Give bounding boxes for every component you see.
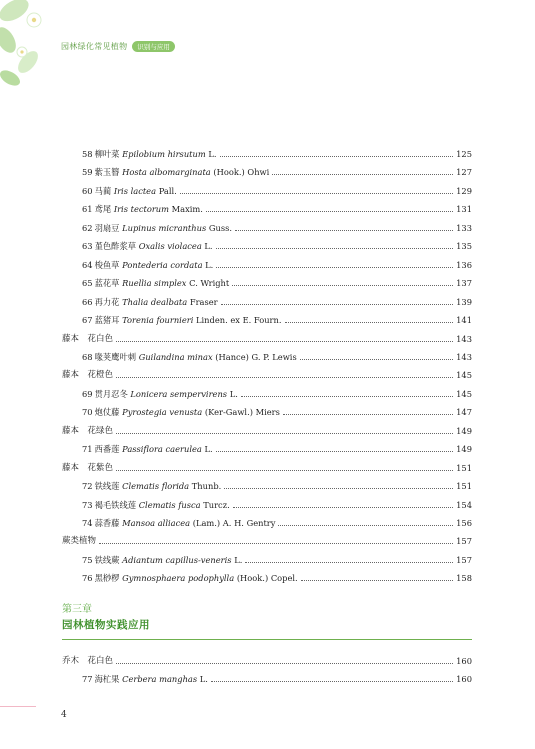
entry-chinese-name: 柳叶菜 <box>94 149 120 159</box>
section-label: 藤本 花绿色 <box>62 425 114 436</box>
chapter-divider <box>62 639 472 640</box>
section-label: 乔木 花白色 <box>62 656 114 666</box>
entry-label <box>82 389 238 400</box>
entry-label <box>82 555 242 566</box>
page-ref: 157 <box>456 554 472 565</box>
entry-label <box>82 278 229 289</box>
entry-author: Turcz. <box>203 499 230 510</box>
entry-label <box>82 573 298 584</box>
leader-dots <box>206 211 453 212</box>
entry-author: L. <box>204 241 213 252</box>
toc-entry <box>82 497 472 511</box>
entry-latin-name: Mansoa alliacea <box>122 518 191 528</box>
toc-entry <box>82 570 472 584</box>
entry-number: 60 <box>82 185 93 196</box>
leader-dots <box>99 543 453 544</box>
entry-label <box>82 518 275 529</box>
entry-chinese-name: 蒜香藤 <box>94 518 120 528</box>
leader-dots <box>278 525 453 526</box>
entry-number: 58 <box>82 149 93 159</box>
page-ref: 131 <box>456 204 472 215</box>
chapter-number: 第三章 <box>62 604 92 615</box>
part-badge: 识别与应用 <box>132 41 175 52</box>
page-ref: 156 <box>456 518 472 528</box>
entry-number: 69 <box>82 388 93 399</box>
toc-entry <box>82 478 472 492</box>
entry-author: Fraser <box>189 296 218 307</box>
entry-number: 67 <box>82 315 93 326</box>
entry-chinese-name: 鸢尾 <box>94 204 112 215</box>
page-ref: 141 <box>456 315 472 326</box>
page-ref: 151 <box>456 462 472 473</box>
entry-latin-name: Adiantum capillus-veneris <box>122 554 232 565</box>
toc-section-heading <box>62 460 472 474</box>
entry-chinese-name: 黑桫椤 <box>94 573 120 584</box>
leader-dots <box>241 396 453 397</box>
entry-author: (Ker-Gawl.) Miers <box>204 407 280 418</box>
leader-dots <box>216 267 453 268</box>
toc-entry <box>82 671 472 685</box>
entry-label <box>82 315 282 326</box>
entry-author: Maxim. <box>171 204 203 215</box>
entry-author: L. <box>205 259 214 270</box>
toc-entry <box>82 294 472 308</box>
entry-number: 62 <box>82 222 93 233</box>
leader-dots <box>116 433 453 434</box>
entry-author: Guss. <box>208 222 232 233</box>
entry-label <box>82 481 221 492</box>
leader-dots <box>283 414 453 415</box>
leader-dots <box>216 248 454 249</box>
entry-author: C. Wright <box>189 278 230 289</box>
page-ref: 157 <box>456 536 472 547</box>
entry-number: 77 <box>82 674 93 685</box>
toc-entry <box>82 183 472 197</box>
toc-entry <box>82 257 472 271</box>
leader-dots <box>116 377 453 378</box>
book-title: 园林绿化常见植物 <box>61 41 128 51</box>
entry-latin-name: Clematis florida <box>122 481 190 492</box>
leader-dots <box>116 341 453 342</box>
entry-chinese-name: 喙荚鹰叶刺 <box>94 351 137 362</box>
entry-number: 74 <box>82 518 93 528</box>
page-ref: 125 <box>456 149 472 159</box>
leader-dots <box>180 193 453 194</box>
entry-chinese-name: 蓝花草 <box>94 278 120 289</box>
entry-number: 65 <box>82 278 93 289</box>
entry-author: L. <box>208 149 217 159</box>
section-label: 藤本 花橙色 <box>62 370 114 381</box>
entry-latin-name: Clematis fusca <box>138 499 201 510</box>
entry-label <box>82 223 232 234</box>
entry-label <box>82 352 297 363</box>
leader-dots <box>211 681 453 682</box>
page-ref: 154 <box>456 499 472 510</box>
entry-latin-name: Lupinus micranthus <box>122 222 207 233</box>
entry-number: 59 <box>82 167 93 178</box>
entry-number: 68 <box>82 351 93 362</box>
entry-author: L. <box>204 444 213 455</box>
entry-chinese-name: 铁线莲 <box>94 481 120 492</box>
leader-dots <box>221 304 454 305</box>
page-ref: 160 <box>456 656 472 666</box>
running-header <box>61 39 175 53</box>
entry-latin-name: Iris tectorum <box>113 204 170 215</box>
leader-dots <box>116 663 453 664</box>
entry-number: 72 <box>82 481 93 492</box>
toc-entry <box>82 238 472 252</box>
page-ref: 151 <box>456 481 472 492</box>
toc-section-heading <box>62 423 472 437</box>
entry-chinese-name: 炮仗藤 <box>94 407 120 418</box>
entry-chinese-name: 羽扇豆 <box>94 222 120 233</box>
entry-latin-name: Thalia dealbata <box>122 296 188 307</box>
toc-entry <box>82 146 472 160</box>
toc-section-heading <box>62 653 472 667</box>
section-label: 藤本 花白色 <box>62 333 114 344</box>
toc-entry <box>82 275 472 289</box>
entry-label <box>82 444 213 455</box>
toc-entry <box>82 441 472 455</box>
page-ref: 136 <box>456 259 472 270</box>
entry-chinese-name: 堇色酢浆草 <box>94 241 137 252</box>
entry-number: 75 <box>82 554 93 565</box>
page-ref: 143 <box>456 351 472 362</box>
page-ref: 139 <box>456 296 472 307</box>
footer-accent-line <box>0 706 36 707</box>
leader-dots <box>301 580 453 581</box>
toc-entry <box>82 201 472 215</box>
entry-label <box>82 260 213 271</box>
entry-label <box>82 407 280 418</box>
entry-latin-name: Oxalis violacea <box>138 241 202 252</box>
entry-label <box>82 167 269 178</box>
page-ref: 149 <box>456 444 472 455</box>
entry-latin-name: Hosta albomarginata <box>122 167 211 178</box>
entry-latin-name: Passiflora caerulea <box>122 444 202 455</box>
entry-author: (Hook.) Ohwi <box>213 167 270 178</box>
toc-section-heading <box>62 533 472 547</box>
leader-dots <box>233 507 453 508</box>
entry-latin-name: Pontederia cordata <box>122 259 203 270</box>
entry-latin-name: Ruellia simplex <box>122 278 187 289</box>
entry-number: 66 <box>82 296 93 307</box>
entry-latin-name: Guilandina minax <box>138 351 213 362</box>
entry-number: 71 <box>82 444 93 455</box>
entry-number: 64 <box>82 259 93 270</box>
entry-chinese-name: 海杧果 <box>94 674 120 685</box>
entry-author: L. <box>199 674 208 685</box>
page-number: 4 <box>61 710 67 720</box>
entry-latin-name: Iris lactea <box>113 185 157 196</box>
page-ref: 133 <box>456 222 472 233</box>
page-ref: 158 <box>456 573 472 584</box>
section-label: 藤本 花紫色 <box>62 462 114 473</box>
entry-author: (Hance) G. P. Lewis <box>215 351 297 362</box>
entry-label <box>82 297 218 308</box>
toc-entry <box>82 312 472 326</box>
page-ref: 129 <box>456 185 472 196</box>
entry-latin-name: Gymnosphaera podophylla <box>122 573 235 584</box>
leaf-decoration-icon <box>0 0 70 95</box>
leader-dots <box>235 230 453 231</box>
entry-author: (Lam.) A. H. Gentry <box>192 518 276 528</box>
entry-label <box>82 186 177 197</box>
entry-author: Linden. ex E. Fourn. <box>196 315 282 326</box>
entry-latin-name: Torenia fournieri <box>122 315 194 326</box>
entry-author: Pall. <box>158 185 177 196</box>
page-ref: 147 <box>456 407 472 418</box>
toc-entry <box>82 220 472 234</box>
page-ref: 149 <box>456 425 472 436</box>
entry-chinese-name: 梭鱼草 <box>94 259 120 270</box>
entry-latin-name: Lonicera sempervirens <box>130 388 228 399</box>
leader-dots <box>224 488 453 489</box>
toc-section-heading <box>62 367 472 381</box>
entry-chinese-name: 贯月忍冬 <box>94 388 128 399</box>
leader-dots <box>232 285 453 286</box>
entry-author: L. <box>229 388 238 399</box>
toc-entry <box>82 349 472 363</box>
entry-label <box>82 674 208 685</box>
page-ref: 135 <box>456 241 472 252</box>
leader-dots <box>285 322 454 323</box>
entry-chinese-name: 西番莲 <box>94 444 120 455</box>
leader-dots <box>220 156 454 157</box>
entry-label <box>82 149 217 160</box>
page-ref: 145 <box>456 388 472 399</box>
entry-number: 73 <box>82 499 93 510</box>
entry-chinese-name: 紫玉簪 <box>94 167 120 178</box>
entry-chinese-name: 再力花 <box>94 296 120 307</box>
page-ref: 160 <box>456 674 472 685</box>
entry-chinese-name: 蓝猪耳 <box>94 315 120 326</box>
entry-label <box>82 204 203 215</box>
entry-chinese-name: 马蔺 <box>94 185 112 196</box>
page-ref: 137 <box>456 278 472 289</box>
toc-entry <box>82 552 472 566</box>
leader-dots <box>245 562 453 563</box>
entry-latin-name: Epilobium hirsutum <box>122 149 206 159</box>
section-label: 蕨类植物 <box>62 536 97 547</box>
toc-entry <box>82 515 472 529</box>
entry-latin-name: Pyrostegia venusta <box>122 407 203 418</box>
toc-section-heading <box>62 331 472 345</box>
entry-author: Thunb. <box>191 481 222 492</box>
toc-entry <box>82 404 472 418</box>
leader-dots <box>216 451 454 452</box>
page-ref: 127 <box>456 167 472 178</box>
entry-label <box>82 500 230 511</box>
entry-number: 61 <box>82 204 93 215</box>
page-ref: 145 <box>456 370 472 381</box>
leader-dots <box>272 174 453 175</box>
page-ref: 143 <box>456 333 472 344</box>
leader-dots <box>300 359 453 360</box>
entry-chinese-name: 褐毛铁线莲 <box>94 499 137 510</box>
entry-number: 76 <box>82 573 93 584</box>
entry-latin-name: Cerbera manghas <box>122 674 198 685</box>
entry-chinese-name: 铁线蕨 <box>94 554 120 565</box>
chapter-title: 园林植物实践应用 <box>62 619 150 631</box>
entry-author: L. <box>234 554 243 565</box>
entry-number: 70 <box>82 407 93 418</box>
toc-entry <box>82 164 472 178</box>
entry-number: 63 <box>82 241 93 252</box>
toc-entry <box>82 386 472 400</box>
entry-author: (Hook.) Copel. <box>236 573 298 584</box>
leader-dots <box>116 470 453 471</box>
entry-label <box>82 241 213 252</box>
